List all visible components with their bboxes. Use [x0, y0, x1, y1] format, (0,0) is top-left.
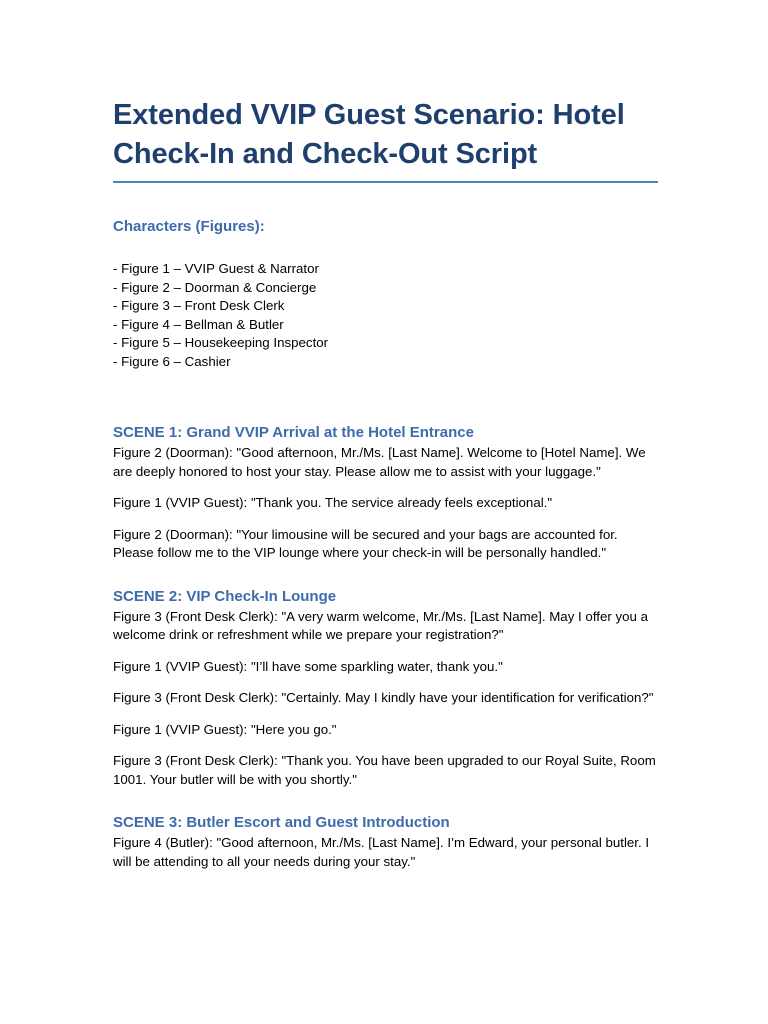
- characters-list: [113, 260, 658, 371]
- document-body: [113, 96, 658, 884]
- dialogue-line: Figure 2 (Doorman): "Your limousine will be secured and your bags are accounted for. Please follow me to the VIP lounge where your check-in will be personally handled.": [113, 526, 618, 560]
- dialogue-line: Figure 1 (VVIP Guest): "Thank you. The service already feels exceptional.": [113, 495, 553, 510]
- dialogue-line: Figure 4 (Butler): "Good afternoon, Mr./Ms. [Last Name]. I’m Edward, your personal butler. I will be attending to all your needs during your stay.": [113, 835, 650, 869]
- scene-heading: SCENE 1: Grand VVIP Arrival at the Hotel Entrance: [113, 424, 474, 441]
- character-item: - Figure 1 – VVIP Guest & Narrator: [113, 261, 319, 276]
- scene-2: [113, 587, 658, 790]
- character-item: - Figure 6 – Cashier: [113, 353, 231, 369]
- dialogue-line: Figure 1 (VVIP Guest): "Here you go.": [113, 721, 337, 737]
- scene-heading: SCENE 3: Butler Escort and Guest Introduction: [113, 814, 450, 831]
- character-item: - Figure 4 – Bellman & Butler: [113, 316, 284, 332]
- document-title: Extended VVIP Guest Scenario: Hotel Check-In and Check-Out Script: [113, 96, 658, 183]
- character-item: - Figure 5 – Housekeeping Inspector: [113, 335, 329, 350]
- dialogue-line: Figure 3 (Front Desk Clerk): "Certainly. May I kindly have your identification for verification?": [113, 690, 654, 705]
- dialogue-line: Figure 3 (Front Desk Clerk): "A very warm welcome, Mr./Ms. [Last Name]. May I offer you a welcome drink or refreshment while we prepare your registration?": [113, 608, 649, 642]
- scene-heading: SCENE 2: VIP Check-In Lounge: [113, 587, 337, 605]
- dialogue-line: Figure 1 (VVIP Guest): "I’ll have some sparkling water, thank you.": [113, 658, 503, 674]
- characters-heading: Characters (Figures):: [113, 218, 265, 235]
- character-item: - Figure 2 – Doorman & Concierge: [113, 279, 317, 295]
- scene-1: [113, 423, 658, 563]
- dialogue-line: Figure 3 (Front Desk Clerk): "Thank you. You have been upgraded to our Royal Suite, Room 1001. Your butler will be with you shortly.": [113, 753, 656, 787]
- character-item: - Figure 3 – Front Desk Clerk: [113, 298, 285, 313]
- dialogue-line: Figure 2 (Doorman): "Good afternoon, Mr./Ms. [Last Name]. Welcome to [Hotel Name]. We are deeply honored to host your stay. Please allow me to assist with your luggage.": [113, 445, 646, 479]
- scene-3: [113, 813, 658, 871]
